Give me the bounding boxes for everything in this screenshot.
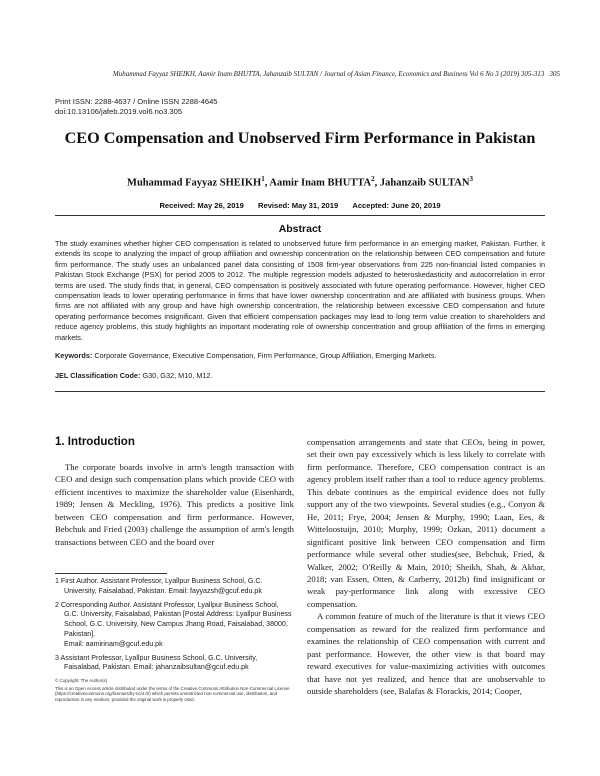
body-paragraph: A common feature of much of the literature is that it views CEO compensation as reward for the realized firm performance and examines the relationship of CEO compensation with current and past performance. However, the other view is that board may reward executives for value-maximizing activities with outcomes that have not yet realized, and hence that are unobservable to outside shareholders (see, Balafas & Florackis, 2014; Cooper, <box>307 611 545 697</box>
author-name: Jahanzaib SULTAN <box>379 177 470 189</box>
running-head-text: Muhammad Fayyaz SHEIKH, Aamir Inam BHUTTA, Jahanzaib SULTAN / Journal of Asian Finance, Economics and Business Vol 6 No 3 (2019) 305-313 <box>112 70 545 78</box>
footnotes <box>55 577 294 677</box>
abstract-heading: Abstract <box>278 223 322 235</box>
accepted-date: Accepted: June 20, 2019 <box>352 201 441 210</box>
copyright-notice <box>55 678 294 704</box>
right-column <box>307 436 545 698</box>
issn-block <box>55 97 218 117</box>
body-paragraph: The corporate boards involve in arm's length transaction with CEO and design such compensation plans which provide CEO with efficient incentives to maximize the shareholder value (Eisenhardt, 1989; Jensen & Meckling, 1976). This predicts a positive link between CEO compensation and firm performance. However, Bebchuk and Fried (2003) challenge the assumption of arm's length transactions between CEO and the board over <box>55 462 294 547</box>
running-head <box>40 70 560 78</box>
author-name: Aamir Inam BHUTTA <box>269 177 372 189</box>
left-column <box>55 461 294 548</box>
jel-codes <box>55 371 545 380</box>
footnote-divider <box>55 573 167 574</box>
author-affiliation-mark: 2 <box>371 175 375 183</box>
paper-title: CEO Compensation and Unobserved Firm Performance in Pakistan <box>64 129 536 147</box>
copyright-line: © Copyright: The Author(s) <box>55 678 108 683</box>
footnote: 1 First Author. Assistant Professor, Lyallpur Business School, G.C. University, Faisalabad, Pakistan. Email: fayyazsh@gcuf.edu.pk <box>55 577 263 595</box>
issn-line: Print ISSN: 2288-4637 / Online ISSN 2288-4645 <box>55 97 218 106</box>
footnote: 2 Corresponding Author. Assistant Professor, Lyallpur Business School, G.C. University, Faisalabad, Pakistan [Postal Address: Lyallpur Business School, G.C. University, New Campus Jhang Road, Faisalabad, 38000, Pakistan]. Email: aamirinam@gcuf.edu.pk <box>55 600 292 648</box>
doi-line: doi:10.13106/jafeb.2019.vol6.no3.305 <box>55 107 183 116</box>
body-paragraph: compensation arrangements and state that CEOs, being in power, set their own pay excessively which is less likely to correlate with firm performance. Therefore, CEO compensation contract is an agency problem itself rather than a tool to reduce agency problems. This debate continues as the empirical evidence does not fully support any of the two viewpoints. Several studies (e.g., Conyon & He, 2011; Frye, 2004; Jensen & Murphy, 1990; Laan, Ees, & Witteloostuijn, 2010; Murphy, 1999; Ozkan, 2011) document a significant positive link between CEO compensation and firm performance while several other studies(see, Bebchuk, Fried, & Walker, 2002; O'Reilly & Main, 2010; Sheikh, Shah, & Akbar, 2018; van Essen, Otten, & Carberry, 2012b) find insignificant or weak pay-performance link along with excessive CEO compensation. <box>307 437 545 609</box>
author-separator: , <box>374 177 380 189</box>
keywords <box>55 351 545 360</box>
section-heading-introduction: 1. Introduction <box>55 436 135 448</box>
keywords-list: Corporate Governance, Executive Compensation, Firm Performance, Group Affiliation, Emerging Markets. <box>94 351 437 360</box>
revised-date: Revised: May 31, 2019 <box>258 201 339 210</box>
author-affiliation-mark: 3 <box>469 175 473 183</box>
received-date: Received: May 26, 2019 <box>159 201 244 210</box>
keywords-label: Keywords: <box>55 351 93 360</box>
jel-label: JEL Classification Code: <box>55 371 141 380</box>
footnote: 3 Assistant Professor, Lyallpur Business School, G.C. University, Faisalabad, Pakistan. Email: jahanzaibsultan@gcuf.edu.pk <box>55 653 258 672</box>
author-affiliation-mark: 1 <box>261 175 265 183</box>
abstract-text: The study examines whether higher CEO compensation is related to unobserved future firm performance in an emerging market, Pakistan. Further, it extends its scope to analyzing the impact of group affiliation and ownership concentration on the relationship between CEO compensation and future firm performance. The study uses an unbalanced panel data consisting of 1508 firm-year observations from 225 non-financial listed companies in Pakistan Stock Exchange (PSX) for period 2005 to 2012. The multiple regression models adjusted to heteroskedasticity and autocorrelation in error terms are used. The study finds that, in general, CEO compensation is positively associated with future operating performance. However, higher CEO compensation leads to lower operating performance in firms that have lower ownership concentration and are affiliated with business groups. When firms are not affiliated with any group and have high ownership concentration, the relationship between excessive CEO compensation and future operating performance becomes insignificant. Given that efficient compensation packages may lead to long term value creation to shareholders and reduce agency problems, this study highlights an important moderating role of ownership concentration and group affiliation of the firms in emerging markets. <box>55 239 545 342</box>
author-name: Muhammad Fayyaz SHEIKH <box>127 177 262 189</box>
jel-list: G30, G32, M10, M12. <box>142 371 213 380</box>
author-list <box>0 175 600 189</box>
submission-dates <box>0 201 600 210</box>
license-text: This is an Open Access article distributed under the terms of the Creative Commons Attribution Non-Commercial License (https://creativecommons.org/licenses/by-nc/4.0/) which permits unrestricted non-commercial use, distribution, and reproduction in any medium, provided the original work is properly cited. <box>55 685 290 702</box>
author-separator: , <box>264 177 270 189</box>
page-number: 305 <box>549 70 560 78</box>
